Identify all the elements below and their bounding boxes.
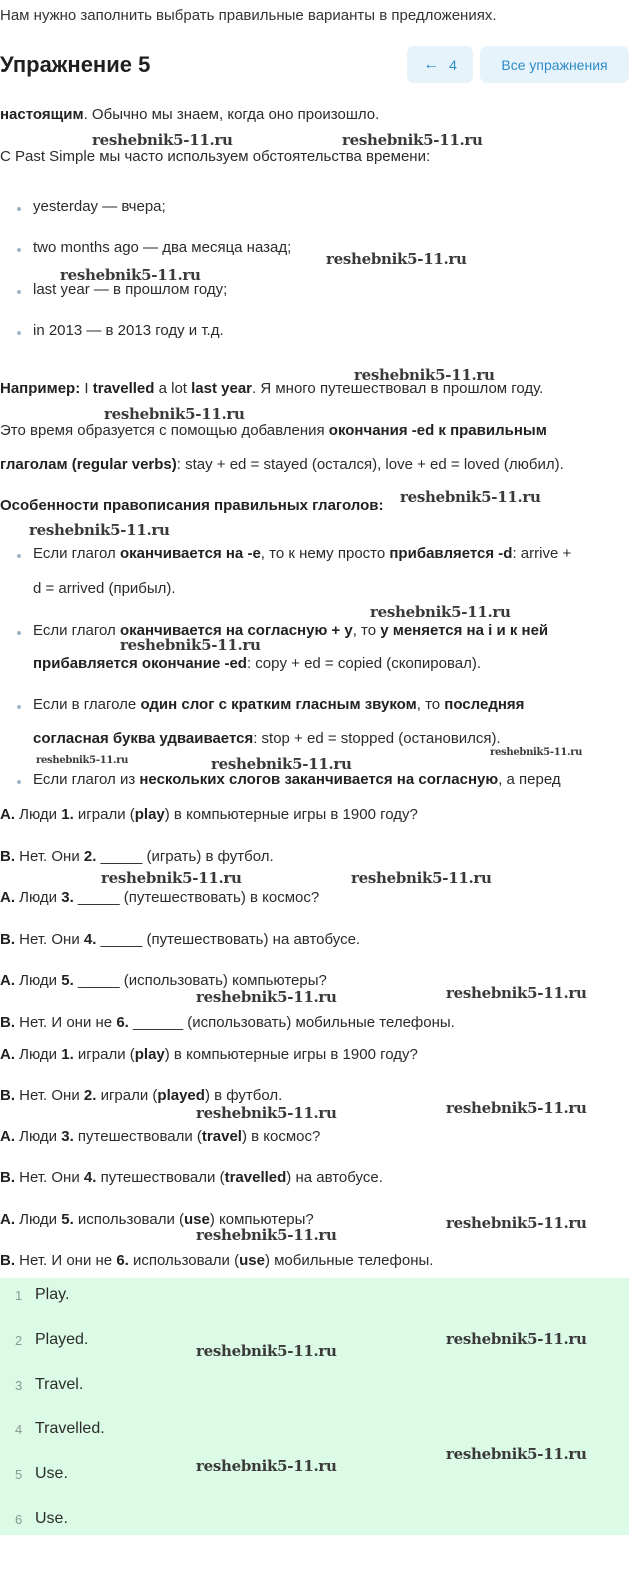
watermark: reshebnik5-11.ru: [446, 1214, 587, 1232]
prev-exercise-label: 4: [449, 56, 457, 73]
solution-line: B. Нет. Они 4. путешествовали (travelled) на автобусе.: [0, 1169, 383, 1186]
watermark: reshebnik5-11.ru: [196, 1457, 337, 1475]
task-line: A. Люди 3. _____ (путешествовать) в космос?: [0, 889, 320, 906]
task-line: B. Нет. Они 2. _____ (играть) в футбол.: [0, 848, 274, 865]
bullet-icon: [17, 631, 21, 635]
watermark: reshebnik5-11.ru: [446, 984, 587, 1002]
answer-text: Play.: [35, 1286, 70, 1303]
watermark: reshebnik5-11.ru: [211, 755, 352, 773]
prev-exercise-button[interactable]: [407, 46, 473, 83]
answers-panel: [0, 1278, 629, 1535]
watermark: reshebnik5-11.ru: [446, 1330, 587, 1348]
task-line: A. Люди 1. играли (play) в компьютерные игры в 1900 году?: [0, 806, 418, 823]
watermark: reshebnik5-11.ru: [92, 131, 233, 149]
solution-line: A. Люди 5. использовали (use) компьютеры?: [0, 1211, 314, 1228]
watermark: reshebnik5-11.ru: [490, 747, 583, 758]
bullet-icon: [17, 248, 21, 252]
solution-line: A. Люди 3. путешествовали (travel) в космос?: [0, 1128, 321, 1145]
watermark: reshebnik5-11.ru: [196, 988, 337, 1006]
rule-item-cont: согласная буква удваивается: stop + ed = stopped (остановился).: [33, 730, 501, 747]
watermark: reshebnik5-11.ru: [446, 1099, 587, 1117]
answer-number: 6: [15, 1512, 23, 1527]
watermark: reshebnik5-11.ru: [446, 1445, 587, 1463]
answer-text: Use.: [35, 1510, 68, 1527]
rule-item: Если глагол оканчивается на согласную + y, то y меняется на i и к ней: [33, 622, 549, 639]
task-line: A. Люди 5. _____ (использовать) компьютеры?: [0, 972, 327, 989]
answer-text: Travelled.: [35, 1420, 105, 1437]
answer-number: 1: [15, 1288, 23, 1303]
watermark: reshebnik5-11.ru: [36, 755, 129, 766]
rule-item: Если глагол из нескольких слогов заканчивается на согласную, а перед: [33, 771, 561, 788]
watermark: reshebnik5-11.ru: [196, 1342, 337, 1360]
list-item: in 2013 — в 2013 году и т.д.: [33, 322, 224, 339]
watermark: reshebnik5-11.ru: [326, 250, 467, 268]
bullet-icon: [17, 290, 21, 294]
answer-number: 2: [15, 1333, 23, 1348]
bullet-icon: [17, 331, 21, 335]
rule-item-cont: d = arrived (прибыл).: [33, 580, 176, 597]
page-title: Упражнение 5: [0, 52, 151, 77]
theory-line: Это время образуется с помощью добавления окончания -ed к правильным: [0, 422, 547, 439]
example-line: Например: I travelled a lot last year. Я много путешествовал в прошлом году.: [0, 380, 544, 397]
list-item: last year — в прошлом году;: [33, 281, 228, 298]
theory-line: настоящим. Обычно мы знаем, когда оно произошло.: [0, 106, 380, 123]
bullet-icon: [17, 207, 21, 211]
bullet-icon: [17, 780, 21, 784]
watermark: reshebnik5-11.ru: [370, 603, 511, 621]
all-exercises-button[interactable]: Все упражнения: [480, 46, 629, 83]
watermark: reshebnik5-11.ru: [101, 869, 242, 887]
watermark: reshebnik5-11.ru: [342, 131, 483, 149]
answer-number: 5: [15, 1467, 23, 1482]
answer-number: 3: [15, 1378, 23, 1393]
solution-line: B. Нет. И они не 6. использовали (use) мобильные телефоны.: [0, 1252, 434, 1269]
theory-line: глаголам (regular verbs): stay + ed = stayed (остался), love + ed = loved (любил).: [0, 456, 564, 473]
watermark: reshebnik5-11.ru: [29, 521, 170, 539]
solution-line: B. Нет. Они 2. играли (played) в футбол.: [0, 1087, 283, 1104]
bullet-icon: [17, 554, 21, 558]
answer-text: Use.: [35, 1465, 68, 1482]
rule-item-cont: прибавляется окончание -ed: copy + ed = copied (скопировал).: [33, 655, 482, 672]
watermark: reshebnik5-11.ru: [400, 488, 541, 506]
watermark: reshebnik5-11.ru: [120, 636, 261, 654]
arrow-left-icon: ←: [423, 55, 440, 73]
watermark: reshebnik5-11.ru: [196, 1226, 337, 1244]
rule-item: Если глагол оканчивается на -е, то к нему просто прибавляется -d: arrive +: [33, 545, 572, 562]
answer-text: Played.: [35, 1331, 89, 1348]
list-item: two months ago — два месяца назад;: [33, 239, 292, 256]
watermark: reshebnik5-11.ru: [104, 405, 245, 423]
list-item: yesterday — вчера;: [33, 198, 166, 215]
intro-text: Нам нужно заполнить выбрать правильные варианты в предложениях.: [0, 7, 497, 24]
answer-number: 4: [15, 1422, 23, 1437]
task-line: B. Нет. И они не 6. ______ (использовать) мобильные телефоны.: [0, 1014, 455, 1031]
watermark: reshebnik5-11.ru: [354, 366, 495, 384]
watermark: reshebnik5-11.ru: [196, 1104, 337, 1122]
solution-line: A. Люди 1. играли (play) в компьютерные игры в 1900 году?: [0, 1046, 418, 1063]
watermark: reshebnik5-11.ru: [60, 266, 201, 284]
watermark: reshebnik5-11.ru: [351, 869, 492, 887]
bullet-icon: [17, 705, 21, 709]
rule-item: Если в глаголе один слог с кратким гласным звуком, то последняя: [33, 696, 525, 713]
theory-line: С Past Simple мы часто используем обстоятельства времени:: [0, 148, 431, 165]
task-line: B. Нет. Они 4. _____ (путешествовать) на автобусе.: [0, 931, 361, 948]
answer-text: Travel.: [35, 1376, 84, 1393]
spelling-heading: Особенности правописания правильных глаголов:: [0, 497, 384, 514]
